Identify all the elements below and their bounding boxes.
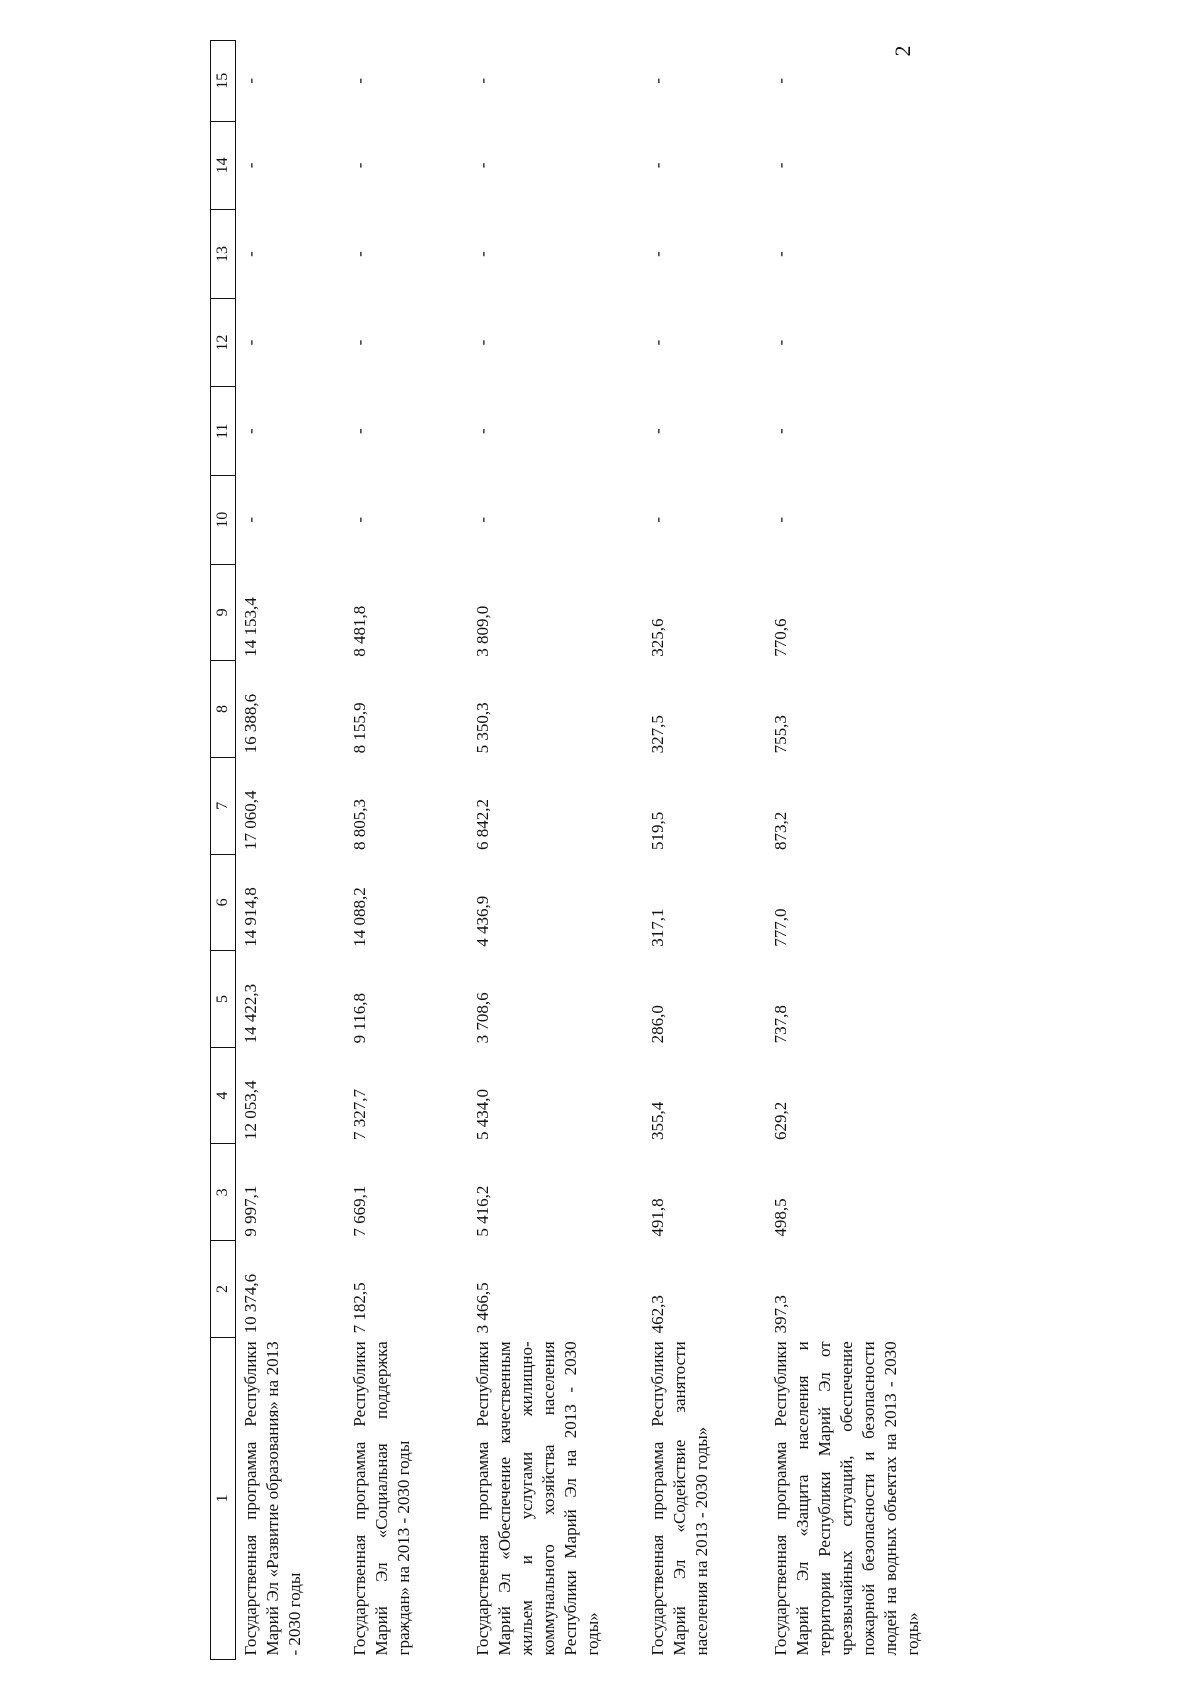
table-cell: - [350,162,369,169]
table-cell: 397,3 [771,1295,790,1334]
table-cell: 14 422,3 [241,983,260,1044]
table-cell: 770,6 [771,618,790,657]
table-cell: - [771,77,790,84]
table-cell: - [350,339,369,346]
table-cell: - [473,251,492,257]
table-cell: 9 997,1 [241,1185,260,1237]
table-cell: 3 809,0 [473,605,492,657]
table-cell: 498,5 [771,1198,790,1237]
table-cell: - [771,162,790,169]
column-header: 13 [211,210,236,299]
column-header: 2 [211,1241,236,1338]
table-cell: - [771,251,790,257]
table-cell: 491,8 [648,1198,667,1237]
table-cell: - [241,516,260,523]
table-cell: 325,6 [648,618,667,657]
table-cell: - [648,162,667,169]
table-cell: - [350,516,369,523]
table-cell: - [473,516,492,523]
table-cell: 327,5 [648,715,667,754]
table-cell: 286,0 [648,1005,667,1044]
table-cell: - [648,251,667,257]
table-cell: 14 153,4 [241,597,260,657]
table-cell: 3 466,5 [473,1282,492,1334]
table-cell: 777,0 [771,908,790,947]
column-header: 4 [211,1047,236,1144]
table-cell: 7 669,1 [350,1185,369,1237]
column-header: 10 [211,475,236,564]
table-row [345,41,468,1660]
table-cell: 9 116,8 [350,992,369,1044]
table-row [468,41,643,1660]
table-cell: - [473,77,492,84]
table-row [766,41,925,1660]
table-cell: - [241,428,260,435]
column-header: 3 [211,1144,236,1241]
program-name: Государственная программа Республики Марий Эл «Развитие образования» на 2013 - 2030 годы [241,1341,304,1656]
table-cell: 14 088,2 [350,887,369,947]
table-cell: 5 350,3 [473,702,492,754]
table-cell: 462,3 [648,1295,667,1334]
column-header: 14 [211,121,236,210]
column-header: 5 [211,951,236,1048]
program-name: Государственная программа Республики Марий Эл «Социальная поддержка граждан» на 2013 - 2030 годы [350,1341,413,1656]
column-header: 6 [211,854,236,951]
table-cell: 5 416,2 [473,1185,492,1237]
program-name: Государственная программа Республики Марий Эл «Содействие занятости населения на 2013 - 2030 годы» [648,1341,711,1656]
table-cell: 3 708,6 [473,992,492,1044]
budget-table [210,40,925,1660]
table-cell: - [473,162,492,169]
table-row [643,41,766,1660]
table-cell: 355,4 [648,1101,667,1140]
table-cell: - [241,251,260,257]
table-cell: - [241,162,260,169]
column-header: 9 [211,564,236,661]
table-cell: 873,2 [771,811,790,851]
rotated-table-container [210,40,1010,1660]
table-cell: 317,1 [648,908,667,947]
table-cell: - [648,77,667,84]
table-cell: 7 182,5 [350,1282,369,1334]
column-header: 11 [211,387,236,476]
column-header: 7 [211,757,236,854]
program-name: Государственная программа Республики Марий Эл «Защита населения и территории Республики Марий Эл от чрезвычайных ситуаций, обеспечение пожарной безопасности и безопасности людей на водных объектах на 2013 - 2030 годы» [771,1341,922,1656]
column-header: 12 [211,298,236,387]
table-cell: - [771,516,790,523]
table-cell: - [771,339,790,346]
table-cell: 12 053,4 [241,1080,260,1140]
table-cell: 16 388,6 [241,693,260,754]
table-cell: 519,5 [648,811,667,851]
table-cell: - [473,428,492,435]
table-row [236,41,346,1660]
table-cell: 10 374,6 [241,1273,260,1334]
table-cell: - [648,516,667,523]
table-cell: - [241,77,260,84]
table-cell: - [648,339,667,346]
table-cell: 8 155,9 [350,702,369,754]
table-cell: - [350,428,369,435]
page-number: 2 [890,45,915,57]
table-cell: 629,2 [771,1101,790,1140]
column-header: 1 [211,1337,236,1659]
table-cell: 4 436,9 [473,895,492,947]
table-cell: 7 327,7 [350,1089,369,1140]
table-cell: - [473,339,492,346]
column-header: 8 [211,661,236,758]
table-cell: - [771,428,790,435]
table-cell: 5 434,0 [473,1089,492,1140]
table-cell: 14 914,8 [241,887,260,947]
table-cell: - [350,251,369,257]
table-cell: 737,8 [771,1005,790,1044]
table-cell: 8 805,3 [350,799,369,851]
table-cell: 17 060,4 [241,790,260,851]
column-header: 15 [211,41,236,122]
table-cell: 755,3 [771,715,790,754]
table-cell: 8 481,8 [350,605,369,657]
table-cell: - [241,339,260,346]
program-name: Государственная программа Республики Марий Эл «Обеспечение качественным жильем и услугами жилищно-коммунального хозяйства населения Республики Марий Эл на 2013 - 2030 годы» [473,1341,602,1656]
table-cell: - [350,77,369,84]
header-row [211,41,236,1660]
table-cell: 6 842,2 [473,799,492,851]
table-cell: - [648,428,667,435]
